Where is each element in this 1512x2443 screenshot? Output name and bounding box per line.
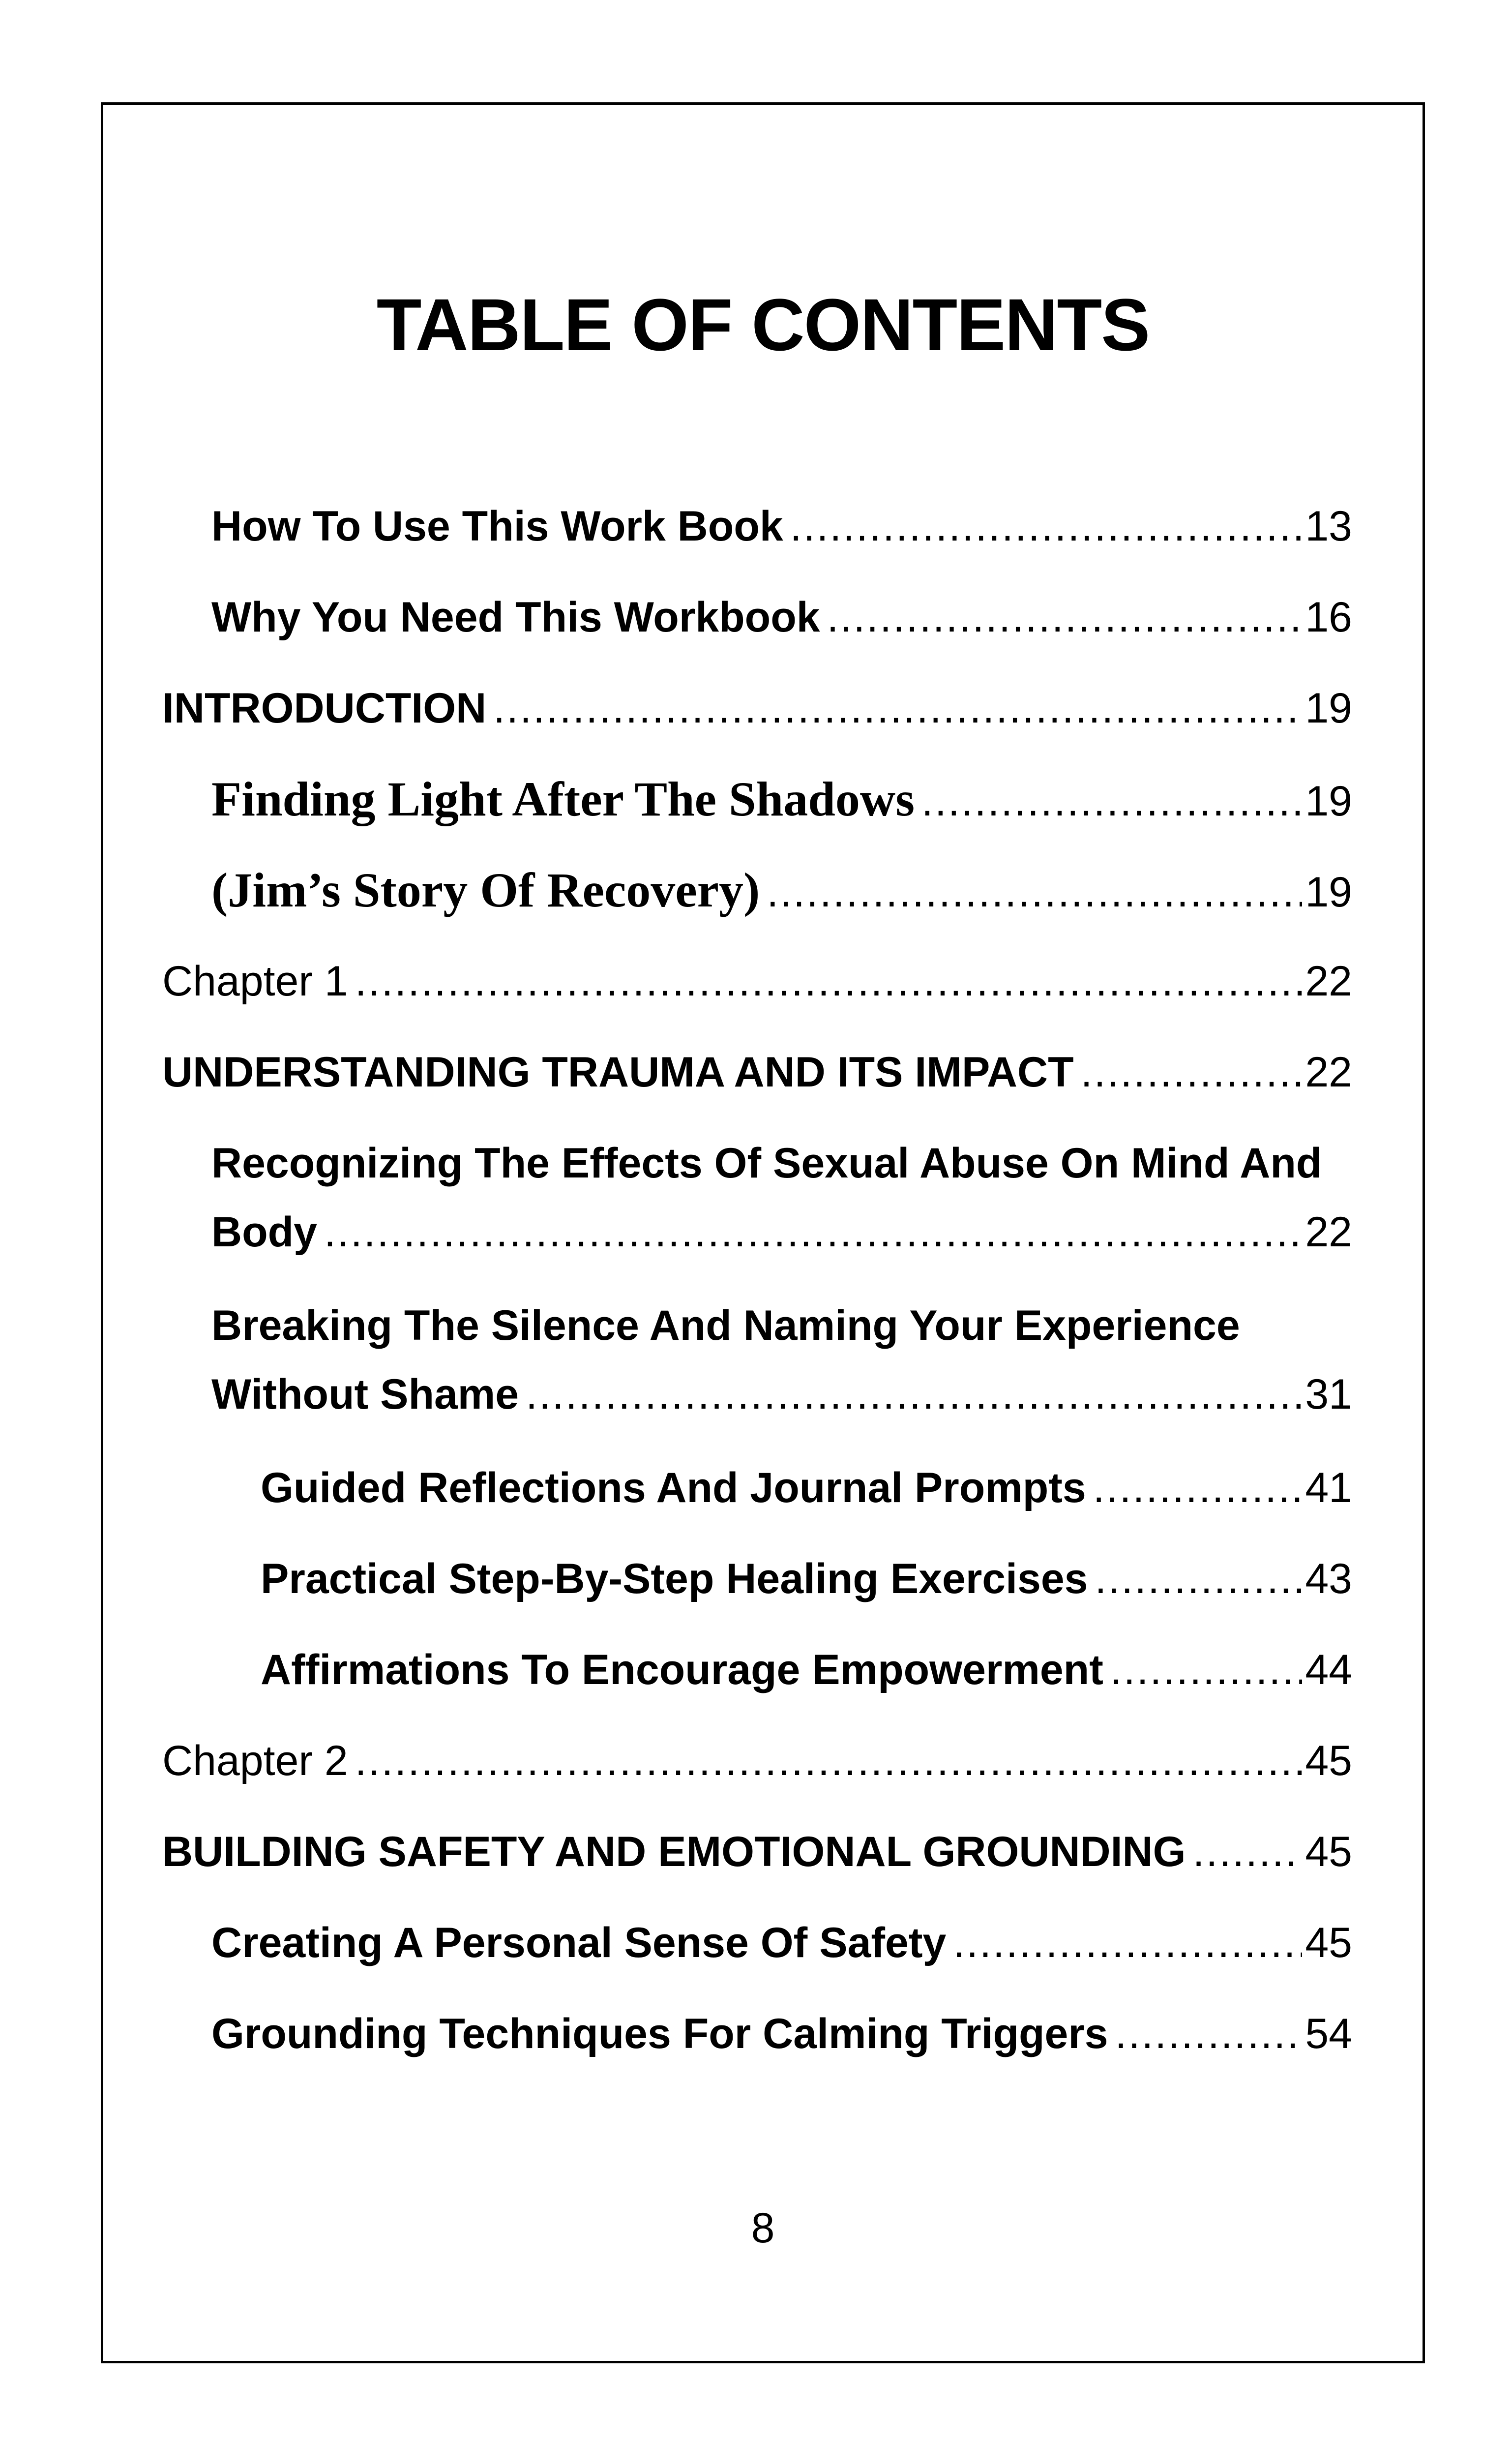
toc-entry-page: 19 [1305,685,1352,732]
toc-entry-label: Breaking The Silence And Naming Your Experience [211,1302,1240,1349]
toc-entry-label: Guided Reflections And Journal Prompts [261,1464,1086,1511]
toc-entry[interactable] [211,765,1352,836]
toc-entry[interactable] [162,674,1352,743]
toc-entry-label: Chapter 1 [162,958,348,1005]
dot-leader [767,858,1302,927]
toc-entry-page: 45 [1305,1828,1352,1875]
toc-entry[interactable] [261,1453,1352,1522]
toc-entry-label: Creating A Personal Sense Of Safety [211,1919,947,1966]
toc-entry-page: 22 [1305,958,1352,1005]
toc-entry-label: INTRODUCTION [162,685,487,732]
toc-entry[interactable] [211,583,1352,652]
toc-entry-label: BUILDING SAFETY AND EMOTIONAL GROUNDING [162,1828,1186,1875]
dot-leader [1110,1635,1303,1704]
toc-entry-page: 22 [1305,1049,1352,1096]
dot-leader [526,1360,1302,1429]
page-number: 8 [751,2204,775,2252]
dot-leader [921,767,1302,836]
toc-entry-label-continued: Body [211,1208,317,1256]
dot-leader [493,674,1302,743]
toc-entry-label: Recognizing The Effects Of Sexual Abuse On Mind And [211,1140,1322,1187]
dot-leader [355,1726,1303,1795]
dot-leader [1115,1999,1303,2068]
toc-entry[interactable] [211,492,1352,561]
toc-entry-page: 19 [1305,778,1352,825]
toc-entry[interactable] [261,1544,1352,1613]
toc-entry[interactable] [211,1129,1352,1267]
toc-entry-label: Why You Need This Workbook [211,594,820,641]
dot-leader [790,492,1303,561]
dot-leader [1081,1038,1303,1107]
page-title: TABLE OF CONTENTS [376,283,1150,366]
toc-entry-page: 31 [1305,1371,1352,1418]
toc-entry-label: Practical Step-By-Step Healing Exercises [261,1555,1088,1602]
toc-entry-page: 16 [1305,594,1352,641]
toc-entry-label-continued: Without Shame [211,1371,519,1418]
toc-entry[interactable] [211,1908,1352,1977]
toc-entry-label: UNDERSTANDING TRAUMA AND ITS IMPACT [162,1049,1074,1096]
toc-entry-page: 22 [1305,1208,1352,1256]
dot-leader [324,1198,1302,1267]
toc-entry[interactable] [211,1291,1352,1429]
dot-leader [1093,1453,1303,1522]
dot-leader [827,583,1303,652]
toc-entry[interactable] [162,947,1352,1016]
toc-entry-page: 45 [1305,1919,1352,1966]
toc-entry[interactable] [162,1726,1352,1795]
toc-entry-label: Finding Light After The Shadows [211,772,915,826]
toc-entry[interactable] [211,1999,1352,2068]
dot-leader [1095,1544,1303,1613]
toc-entry-page: 41 [1305,1464,1352,1511]
toc-entry-page: 44 [1305,1646,1352,1693]
toc-entry-page: 43 [1305,1555,1352,1602]
toc-entry[interactable] [261,1635,1352,1704]
toc-entry-page: 13 [1305,503,1352,550]
toc-entry-page: 19 [1305,869,1352,916]
toc-entry-page: 45 [1305,1737,1352,1784]
toc-entry[interactable] [162,1038,1352,1107]
toc-entry-label: Affirmations To Encourage Empowerment [261,1646,1103,1693]
dot-leader [1193,1817,1303,1886]
dot-leader [953,1908,1302,1977]
toc-entry-label: (Jim’s Story Of Recovery) [211,863,760,917]
toc-entry-label: Grounding Techniques For Calming Triggers [211,2010,1108,2057]
dot-leader [355,947,1303,1016]
toc-entry-label: Chapter 2 [162,1737,348,1784]
toc-entry-label: How To Use This Work Book [211,503,783,550]
toc-entry[interactable] [211,856,1352,927]
toc-entry-page: 54 [1305,2010,1352,2057]
toc-entry[interactable] [162,1817,1352,1886]
